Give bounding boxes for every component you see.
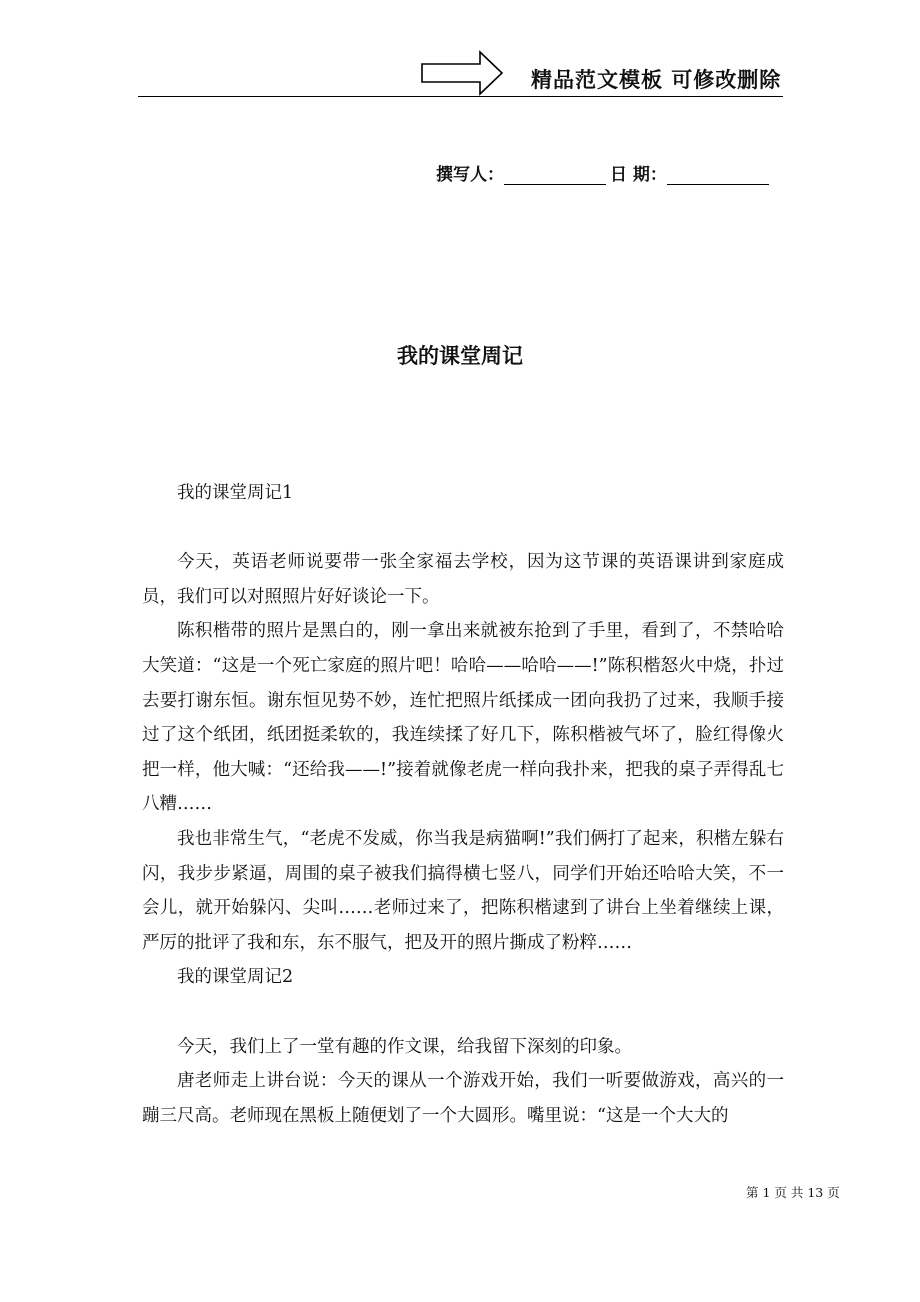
header-title: 精品范文模板 可修改删除 xyxy=(531,68,782,92)
document-title: 我的课堂周记 xyxy=(397,344,523,368)
arrow-icon xyxy=(420,48,506,98)
paragraph: 我也非常生气，“老虎不发威，你当我是病猫啊!”我们俩打了起来，积楷左躲右闪，我步步紧逼，周围的桌子被我们搞得横七竖八，同学们开始还哈哈大笑，不一会儿，就开始躲闪、尖叫……老师过来了，把陈积楷逮到了讲台上坐着继续上课，严厉的批评了我和东，东不服气，把及开的照片撕成了粉粹…… xyxy=(142,828,784,953)
author-label: 撰写人： xyxy=(436,165,504,185)
header-divider xyxy=(138,96,783,97)
author-blank[interactable] xyxy=(504,164,606,185)
paragraph: 陈积楷带的照片是黑白的，刚一拿出来就被东抢到了手里，看到了，不禁哈哈大笑道：“这是一个死亡家庭的照片吧！哈哈——哈哈——!”陈积楷怒火中烧，扑过去要打谢东恒。谢东恒见势不妙，连忙把照片纸揉成一团向我扔了过来，我顺手接过了这个纸团，纸团挺柔软的，我连续揉了好几下，陈积楷被气坏了，脸红得像火把一样，他大喊：“还给我——!”接着就像老虎一样向我扑来，把我的桌子弄得乱七八糟…… xyxy=(142,621,784,815)
paragraph: 唐老师走上讲台说：今天的课从一个游戏开始，我们一听要做游戏，高兴的一蹦三尺高。老师现在黑板上随便划了一个大圆形。嘴里说：“这是一个大大的 xyxy=(142,1071,784,1126)
page-footer: 第 1 页 共 13 页 xyxy=(746,1185,840,1200)
paragraph: 今天，我们上了一堂有趣的作文课，给我留下深刻的印象。 xyxy=(177,1036,632,1057)
date-blank[interactable] xyxy=(667,164,769,185)
document-body xyxy=(142,476,784,1133)
section-heading: 我的课堂周记2 xyxy=(177,967,294,988)
paragraph: 今天，英语老师说要带一张全家福去学校，因为这节课的英语课讲到家庭成员，我们可以对照照片好好谈论一下。 xyxy=(142,552,784,607)
author-date-line xyxy=(436,160,769,185)
date-label: 日 期： xyxy=(610,165,667,185)
section-heading: 我的课堂周记1 xyxy=(177,483,294,503)
